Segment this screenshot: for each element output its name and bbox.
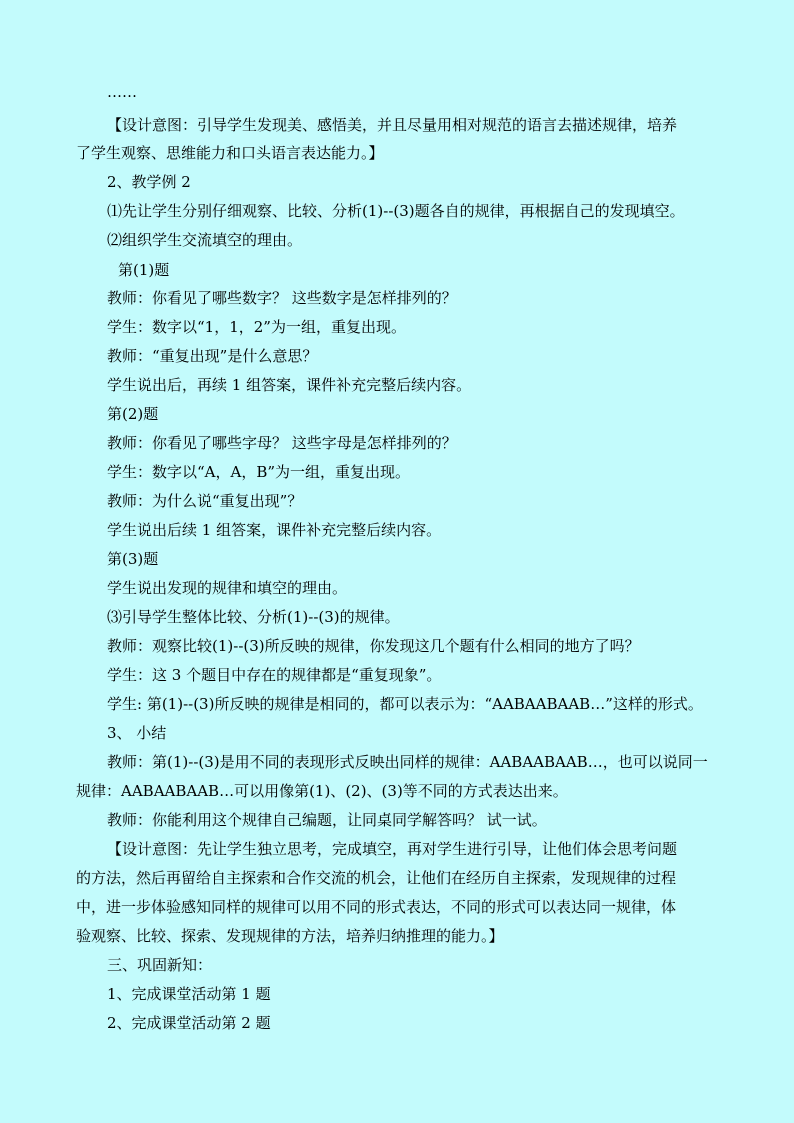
text-line: 教师：“重复出现”是什么意思？: [107, 347, 318, 365]
list-item: 2、完成课堂活动第 2 题: [107, 1014, 271, 1032]
text-line: 的方法，然后再留给自主探索和合作交流的机会，让他们在经历自主探索，发现规律的过程: [76, 869, 677, 887]
text-line: 教师：观察比较(1)--(3)所反映的规律，你发现这几个题有什么相同的地方了吗？: [107, 637, 640, 655]
text-line: 【设计意图：引导学生发现美、感悟美，并且尽量用相对规范的语言去描述规律，培养: [107, 116, 678, 134]
text-line: 规律：AABAABAAB…可以用像第(1)、(2)、(3)等不同的方式表达出来。: [76, 782, 568, 800]
text-line: 中，进一步体验感知同样的规律可以用不同的形式表达，不同的形式可以表达同一规律，体: [76, 898, 677, 916]
subheading: 第(3)题: [107, 550, 159, 568]
section-heading: 三、巩固新知：: [107, 956, 213, 974]
text-line: ⑵组织学生交流填空的理由。: [107, 231, 303, 249]
text-line: 学生：数字以“1，1，2”为一组，重复出现。: [107, 318, 406, 336]
text-line: 教师：你看见了哪些字母？ 这些字母是怎样排列的？: [107, 434, 457, 452]
section-heading: 2、教学例 2: [107, 173, 191, 191]
text-line: 学生：数字以“A，A，B”为一组，重复出现。: [107, 463, 411, 481]
text-line: 教师：你能利用这个规律自己编题，让同桌同学解答吗？ 试一试。: [107, 811, 547, 829]
text-line: 教师：第(1)--(3)是用不同的表现形式反映出同样的规律：AABAABAAB…，也可以说同一: [107, 753, 708, 771]
text-line: 教师：你看见了哪些数字？ 这些数字是怎样排列的？: [107, 289, 457, 307]
text-line: ⑴先让学生分别仔细观察、比较、分析(1)--(3)题各自的规律，再根据自己的发现填空。: [107, 202, 685, 220]
text-line: 了学生观察、思维能力和口头语言表达能力。】: [76, 144, 384, 162]
text-line: 【设计意图：先让学生独立思考，完成填空，再对学生进行引导，让他们体会思考问题: [107, 840, 678, 858]
text-line: 学生：这 3 个题目中存在的规律都是“重复现象”。: [107, 666, 442, 684]
text-line: ……: [107, 83, 137, 101]
text-line: 学生说出后，再续 1 组答案，课件补充完整后续内容。: [107, 376, 472, 394]
text-line: 验观察、比较、探索、发现规律的方法，培养归纳推理的能力。】: [76, 927, 504, 945]
text-line: 学生: 第(1)--(3)所反映的规律是相同的，都可以表示为：“AABAABAAB…”这样的形式。: [107, 695, 703, 713]
section-heading: 3、 小结: [107, 724, 167, 742]
text-line: 学生说出发现的规律和填空的理由。: [107, 579, 348, 597]
text-line: ⑶引导学生整体比较、分析(1)--(3)的规律。: [107, 608, 400, 626]
subheading: 第(2)题: [107, 405, 159, 423]
text-line: 学生说出后续 1 组答案，课件补充完整后续内容。: [107, 521, 442, 539]
text-line: 教师：为什么说“重复出现”？: [107, 492, 303, 510]
list-item: 1、完成课堂活动第 1 题: [107, 985, 271, 1003]
subheading: 第(1)题: [118, 261, 170, 279]
